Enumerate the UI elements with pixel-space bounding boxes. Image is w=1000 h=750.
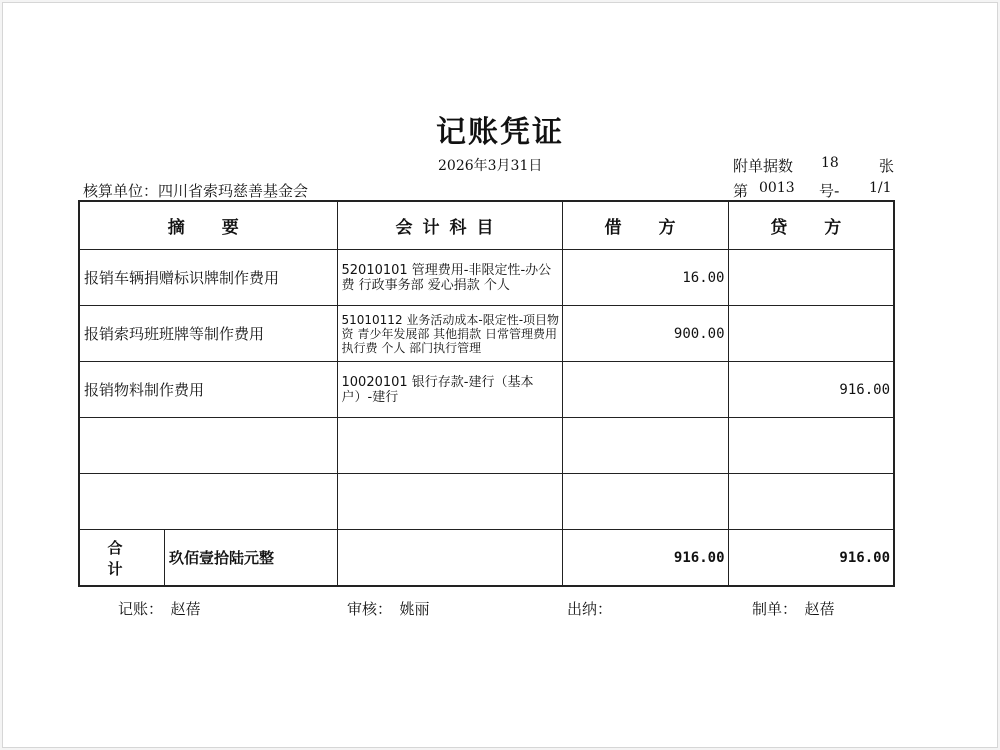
row-summary	[79, 474, 337, 530]
total-in-words: 玖佰壹拾陆元整	[169, 549, 275, 567]
bookkeeper-signature: 记账： 赵蓓	[118, 600, 201, 618]
accounting-unit-label: 核算单位：	[83, 182, 159, 200]
row-subject: 10020101 银行存款-建行（基本户）-建行	[337, 362, 562, 418]
row-subject	[337, 474, 562, 530]
row-subject: 51010112 业务活动成本-限定性-项目物资 青少年发展部 其他捐款 日常管理费用 执行费 个人 部门执行管理	[337, 306, 562, 362]
attachment-unit: 张	[879, 157, 895, 175]
row-subject: 52010101 管理费用-非限定性-办公费 行政事务部 爱心捐款 个人	[337, 250, 562, 306]
voucher-date: 2026年3月31日	[438, 158, 543, 174]
voucher-page: 1/1	[869, 180, 892, 196]
accounting-unit-name: 四川省索玛慈善基金会	[158, 182, 309, 200]
table-header-row	[79, 201, 894, 250]
total-cell	[79, 530, 337, 587]
row-credit	[728, 250, 894, 306]
attachment-label: 附单据数	[733, 157, 794, 175]
table-row	[79, 250, 894, 306]
preparer-signature: 制单： 赵蓓	[752, 600, 835, 618]
total-debit: 916.00	[562, 530, 728, 587]
total-credit: 916.00	[728, 530, 894, 587]
row-debit: 900.00	[562, 306, 728, 362]
row-credit	[728, 306, 894, 362]
voucher-number-prefix: 第	[733, 182, 749, 200]
row-summary: 报销物料制作费用	[79, 362, 337, 418]
table-row	[79, 418, 894, 474]
total-row	[79, 530, 894, 587]
row-debit	[562, 474, 728, 530]
voucher-table	[78, 200, 895, 587]
header-account-subject: 会计科目	[337, 201, 562, 250]
table-row	[79, 474, 894, 530]
cashier-signature: 出纳：	[567, 600, 613, 618]
row-summary	[79, 418, 337, 474]
table-row	[79, 362, 894, 418]
attachment-count	[733, 155, 895, 176]
row-summary: 报销车辆捐赠标识牌制作费用	[79, 250, 337, 306]
row-summary: 报销索玛班班牌等制作费用	[79, 306, 337, 362]
row-debit: 16.00	[562, 250, 728, 306]
header-debit: 借 方	[562, 201, 728, 250]
total-subject-empty	[337, 530, 562, 587]
accounting-unit	[83, 180, 308, 201]
table-row	[79, 306, 894, 362]
row-subject	[337, 418, 562, 474]
header-summary: 摘 要	[79, 201, 337, 250]
voucher-number-value: 0013	[759, 180, 795, 196]
voucher-title: 记账凭证	[436, 115, 564, 150]
attachment-number: 18	[821, 155, 839, 171]
row-credit	[728, 418, 894, 474]
total-label: 合 计	[80, 530, 165, 585]
reviewer-signature: 审核： 姚丽	[347, 600, 430, 618]
row-credit: 916.00	[728, 362, 894, 418]
header-credit: 贷 方	[728, 201, 894, 250]
row-credit	[728, 474, 894, 530]
voucher-number-suffix: 号-	[819, 182, 840, 200]
row-debit	[562, 362, 728, 418]
voucher-number	[733, 180, 898, 200]
row-debit	[562, 418, 728, 474]
